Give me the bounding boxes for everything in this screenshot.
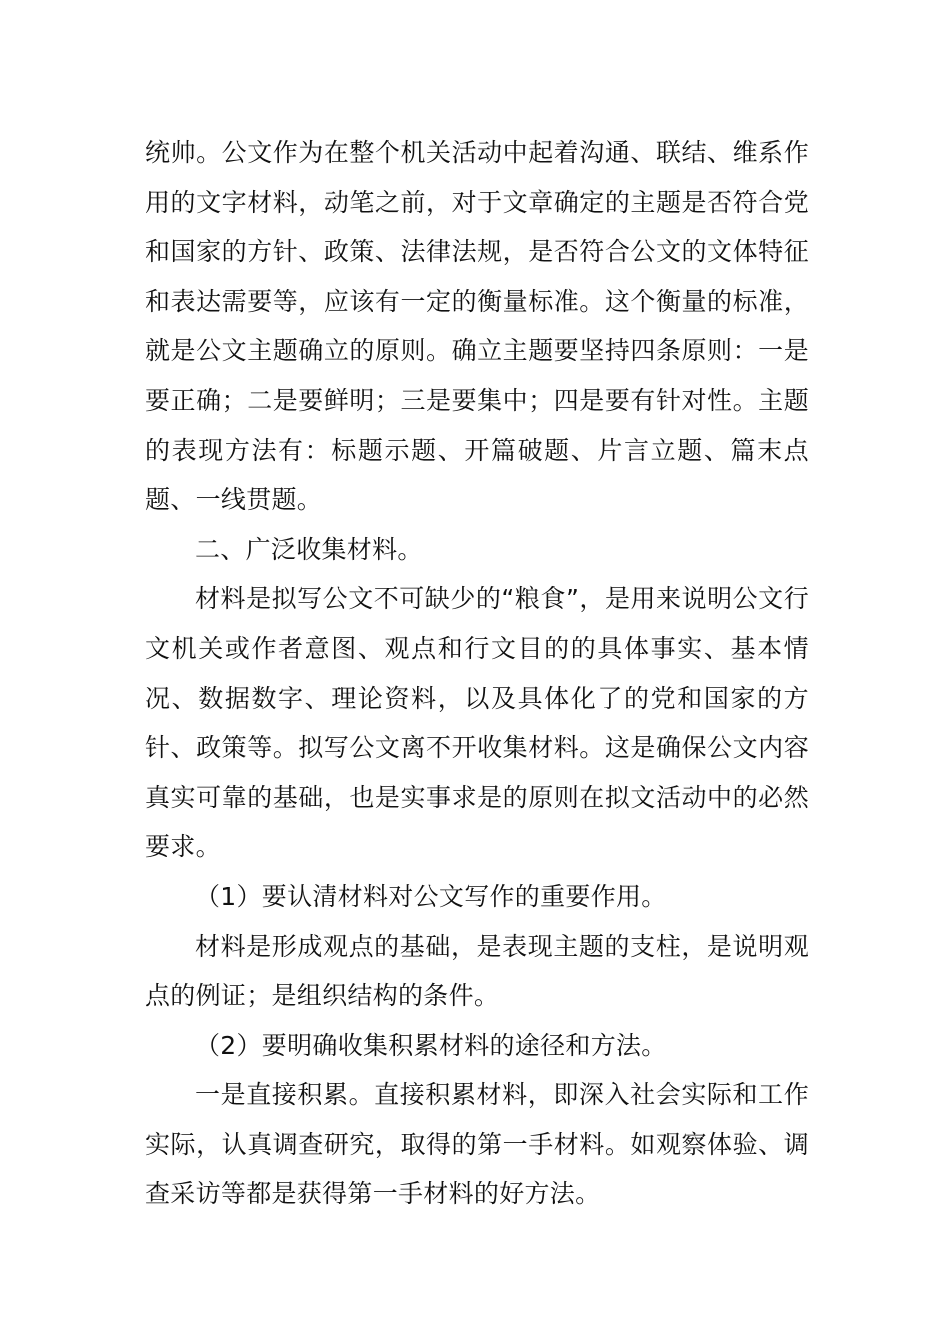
paragraph-7: 一是直接积累。直接积累材料，即深入社会实际和工作实际，认真调查研究，取得的第一手材料。如观察体验、调查采访等都是获得第一手材料的好方法。: [145, 1080, 809, 1209]
document-body: [145, 128, 809, 1219]
section-heading-2: 二、广泛收集材料。: [195, 534, 423, 564]
subheading-2: （2）要明确收集积累材料的途径和方法。: [195, 1030, 667, 1060]
subheading-1: （1）要认清材料对公文写作的重要作用。: [195, 881, 667, 911]
paragraph-5: 材料是形成观点的基础，是表现主题的支柱，是说明观点的例证；是组织结构的条件。: [145, 931, 809, 1011]
paragraph-3: 材料是拟写公文不可缺少的“粮食”，是用来说明公文行文机关或作者意图、观点和行文目的的具体事实、基本情况、数据数字、理论资料，以及具体化了的党和国家的方针、政策等。拟写公文离不开收集材料。这是确保公文内容真实可靠的基础，也是实事求是的原则在拟文活动中的必然要求。: [145, 584, 809, 862]
paragraph-1: 统帅。公文作为在整个机关活动中起着沟通、联结、维系作用的文字材料，动笔之前，对于文章确定的主题是否符合党和国家的方针、政策、法律法规，是否符合公文的文体特征和表达需要等，应该有一定的衡量标准。这个衡量的标准，就是公文主题确立的原则。确立主题要坚持四条原则：一是要正确；二是要鲜明；三是要集中；四是要有针对性。主题的表现方法有：标题示题、开篇破题、片言立题、篇末点题、一线贯题。: [145, 138, 809, 515]
